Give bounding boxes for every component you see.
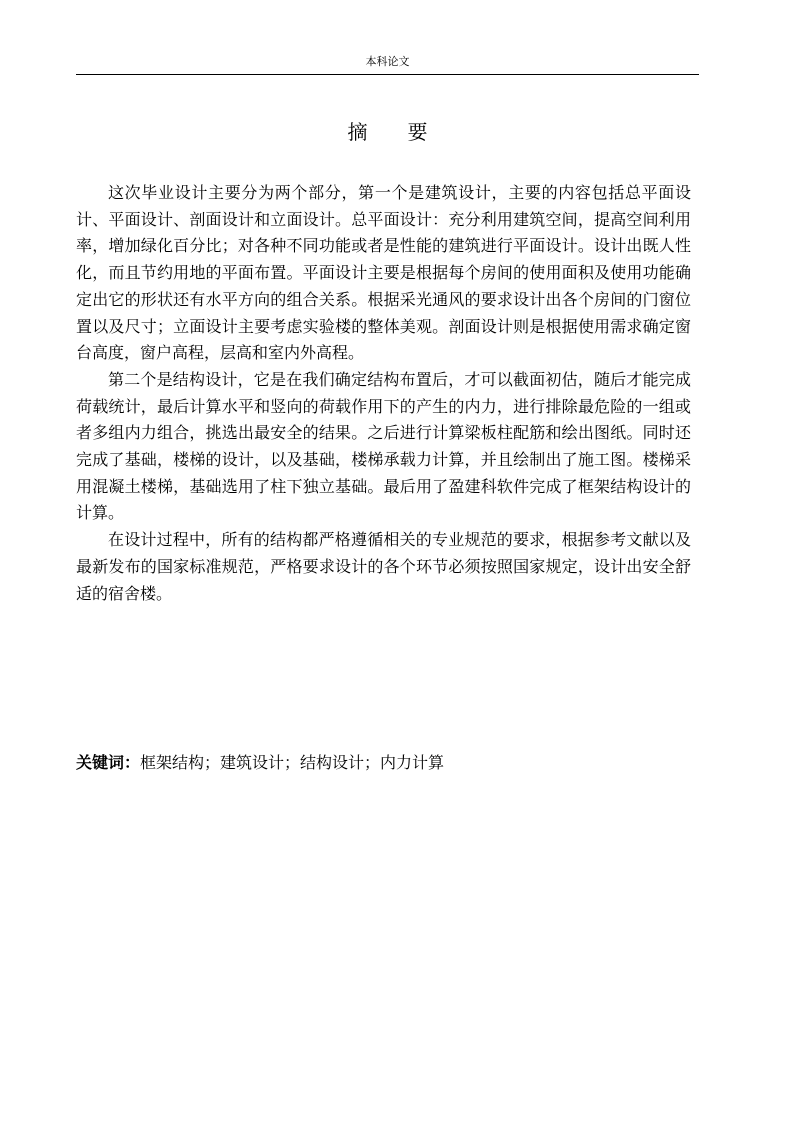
running-title: 本科论文 (365, 55, 410, 68)
abstract-title-char-1: 摘 (347, 120, 368, 144)
abstract-paragraph-1: 这次毕业设计主要分为两个部分，第一个是建筑设计，主要的内容包括总平面设计、平面设计、剖面设计和立面设计。总平面设计：充分利用建筑空间，提高空间利用率，增加绿化百分比；对各种不同功能或者是性能的建筑进行平面设计。设计出既人性化，而且节约用地的平面布置。平面设计主要是根据每个房间的使用面积及使用功能确定出它的形状还有水平方向的组合关系。根据采光通风的要求设计出各个房间的门窗位置以及尺寸；立面设计主要考虑实验楼的整体美观。剖面设计则是根据使用需求确定窗台高度，窗户高程，层高和室内外高程。 (76, 183, 691, 363)
page-header (76, 54, 699, 75)
keywords-label: 关键词： (76, 753, 141, 772)
abstract-paragraph-2: 第二个是结构设计，它是在我们确定结构布置后，才可以截面初估，随后才能完成荷载统计，最后计算水平和竖向的荷载作用下的产生的内力，进行排除最危险的一组或者多组内力组合，挑选出最安全的结果。之后进行计算梁板柱配筋和绘出图纸。同时还完成了基础，楼梯的设计，以及基础，楼梯承载力计算，并且绘制出了施工图。楼梯采用混凝土楼梯，基础选用了柱下独立基础。最后用了盈建科软件完成了框架结构设计的计算。 (76, 369, 691, 523)
abstract-title (76, 118, 699, 146)
abstract-title-char-2: 要 (407, 120, 428, 144)
keywords-text: 框架结构；建筑设计；结构设计；内力计算 (140, 753, 445, 772)
keywords-line (76, 750, 699, 776)
abstract-body (76, 180, 691, 607)
abstract-paragraph-3: 在设计过程中，所有的结构都严格遵循相关的专业规范的要求，根据参考文献以及最新发布的国家标准规范，严格要求设计的各个环节必须按照国家规定，设计出安全舒适的宿舍楼。 (76, 530, 691, 603)
